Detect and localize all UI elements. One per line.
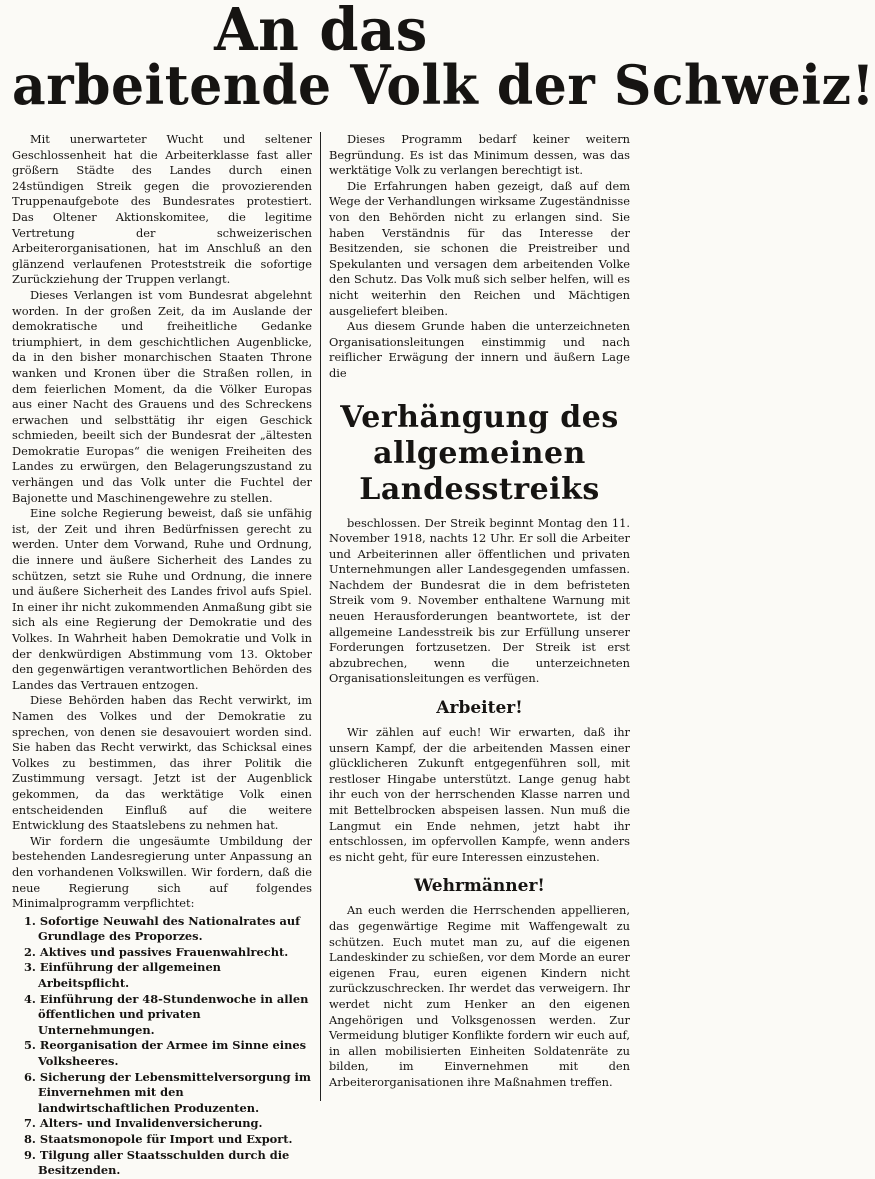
arbeiter-heading: Arbeiter! bbox=[436, 698, 523, 719]
paragraph-regierung: Eine solche Regierung beweist, daß sie unfähig ist, der Zeit und ihren Bedürfnissen gerecht zu werden. Unter dem Vorwand, Ruhe und Ordnung, die innere und äußere Sicherheit des Landes zu schützen, setzt sie Ruhe und Ordnung, die innere und äußere Sicherheit des Landes frivol aufs Spiel. In einer ihr nicht zukommenden Anmaßung gibt sie sich als eine Regierung der Demokratie und des Volkes. In Wahrheit haben Demokratie und Volk in der denkwürdigen Abstimmung vom 13. Oktober den gegenwärtigen verantwortlichen Behörden des Landes das Vertrauen entzogen. bbox=[12, 506, 312, 692]
program-item: 6. Sicherung der Lebensmittelversorgung im Einvernehmen mit den landwirtschaftlichen Produzenten. bbox=[24, 1069, 311, 1115]
text-columns bbox=[12, 132, 630, 1178]
program-item: 1. Sofortige Neuwahl des Nationalrates auf Grundlage des Proporzes. bbox=[24, 913, 301, 944]
paragraph-erfahrungen: Die Erfahrungen haben gezeigt, daß auf dem Wege der Verhandlungen wirksame Zugeständnisse von den Behörden nicht zu erlangen sind. Sie haben Verständnis für das Interesse der Besitzenden, sie schonen die Preistreiber und Spekulanten und versagen dem arbeitenden Volke den Schutz. Das Volk muß sich selber helfen, will es nicht weiterhin den Reichen und Mächtigen ausgeliefert bleiben. bbox=[329, 178, 630, 318]
paragraph-programm: Dieses Programm bedarf keiner weitern Begründung. Es ist das Minimum dessen, was das werktätige Volk zu verlangen berechtigt ist. bbox=[329, 132, 630, 178]
strike-announcement-heading bbox=[329, 400, 630, 508]
program-item: 5. Reorganisation der Armee im Sinne eines Volksheeres. bbox=[24, 1038, 307, 1069]
paragraph-behoerden: Diese Behörden haben das Recht verwirkt, im Namen des Volkes und der Demokratie zu sprechen, von denen sie desavouiert worden sind. Sie haben das Recht verwirkt, das Schicksal eines Volkes zu bestimmen, das ihrer Politik die Zustimmung versagt. Jetzt ist der Augenblick gekommen, da das werktätige Volk einen entscheidenden Einfluß auf die weitere Entwicklung des Staatslebens zu nehmen hat. bbox=[12, 693, 312, 833]
wehrmaenner-heading: Wehrmänner! bbox=[414, 876, 545, 897]
headline-line-1: An das bbox=[214, 0, 428, 65]
left-column bbox=[12, 132, 321, 1178]
paragraph-intro: Mit unerwarteter Wucht und seltener Geschlossenheit hat die Arbeiterklasse fast aller größern Städte des Landes durch einen 24stündigen Streik gegen die provozierenden Truppenaufgebote des Bundesrates protestiert. Das Oltener Aktionskomitee, die legitime Vertretung der schweizerischen Arbeiterorganisationen, hat im Anschluß an den glänzend verlaufenen Proteststreik die sofortige Zurückziehung der Truppen verlangt. bbox=[12, 132, 312, 287]
paragraph-wehrmaenner: An euch werden die Herrschenden appellieren, das gegenwärtige Regime mit Waffengewalt zu schützen. Euch mutet man zu, auf die eigenen Landeskinder zu schießen, vor dem Morde an eurer eigenen Frau, euren eigenen Kindern nicht zurückzuschrecken. Ihr werdet das verweigern. Ihr werdet nicht zum Henker an den eigenen Angehörigen und Volksgenossen werden. Zur Vermeidung blutiger Konflikte fordern wir euch auf, in allen mobilisierten Einheiten Soldatenräte zu bilden, im Einvernehmen mit den Arbeiterorganisationen ihre Maßnahmen treffen. bbox=[329, 903, 630, 1089]
right-column bbox=[321, 132, 630, 1101]
program-item: 8. Staatsmonopole für Import und Export. bbox=[24, 1132, 293, 1146]
program-item: 2. Aktives und passives Frauenwahlrecht. bbox=[24, 944, 289, 959]
paragraph-beschlossen: beschlossen. Der Streik beginnt Montag den 11. November 1918, nachts 12 Uhr. Er soll die Arbeiter und Arbeiterinnen aller öffentlichen und privaten Unternehmungen aller Landesgegenden umfassen. Nachdem der Bundesrat die in dem befristeten Streik vom 9. November enthaltene Warnung mit neuen Herausforderungen beantwortete, ist der allgemeine Landesstreik bis zur Erfüllung unserer Forderungen fortzusetzen. Der Streik ist erst abzubrechen, wenn die unterzeichneten Organisationsleitungen es verfügen. bbox=[329, 515, 630, 686]
program-item: 4. Einführung der 48-Stundenwoche in allen öffentlichen und privaten Unternehmungen. bbox=[24, 991, 309, 1037]
program-item: 3. Einführung der allgemeinen Arbeitspflicht. bbox=[24, 960, 221, 991]
paragraph-arbeiter: Wir zählen auf euch! Wir erwarten, daß ihr unsern Kampf, der die arbeitenden Massen einer glücklicheren Zukunft entgegenführen soll, mit restloser Hingabe unterstützt. Lange genug habt ihr euch von der herrschenden Klasse narren und mit Bettelbrocken abspeisen lassen. Nun muß die Langmut ein Ende nehmen, jetzt habt ihr entschlossen, im opfervollen Kampfe, wenn anders es nicht geht, für eure Interessen einzustehen. bbox=[329, 725, 630, 864]
headline-line-2: arbeitende Volk der Schweiz! bbox=[12, 53, 875, 118]
paragraph-bundesrat: Dieses Verlangen ist vom Bundesrat abgelehnt worden. In der großen Zeit, da im Auslande der demokratische und freiheitliche Gedanke triumphiert, in dem geschichtlichen Augenblicke, da in den bisher monarchischen Staaten Throne wanken und Kronen über die Straßen rollen, in dem feierlichen Moment, da die Völker Europas aus einer Nacht des Grauens und des Schreckens erwachen und selbsttätig ihr eigen Geschick schmieden, beeilt sich der Bundesrat der „ältesten Demokratie Europas“ die wenigen Freiheiten des Landes zu erwürgen, den Belagerungszustand zu verhängen und das Volk unter die Fuchtel der Bajonette und Maschinengewehre zu stellen. bbox=[12, 287, 312, 505]
minimal-program-list bbox=[12, 914, 312, 1179]
paragraph-forderung: Wir fordern die ungesäumte Umbildung der bestehenden Landesregierung unter Anpassung an den vorhandenen Volkswillen. Wir fordern, daß die neue Regierung sich auf folgendes Minimalprogramm verpflichtet: bbox=[12, 833, 312, 911]
program-item: 9. Tilgung aller Staatsschulden durch die Besitzenden. bbox=[24, 1147, 290, 1178]
strike-heading-line-2: allgemeinen Landesstreiks bbox=[359, 435, 600, 507]
program-item: 7. Alters- und Invalidenversicherung. bbox=[24, 1116, 263, 1131]
strike-heading-line-1: Verhängung des bbox=[340, 399, 619, 435]
paragraph-grunde: Aus diesem Grunde haben die unterzeichneten Organisationsleitungen einstimmig und nach reiflicher Erwägung der innern und äußern Lage die bbox=[329, 319, 630, 380]
